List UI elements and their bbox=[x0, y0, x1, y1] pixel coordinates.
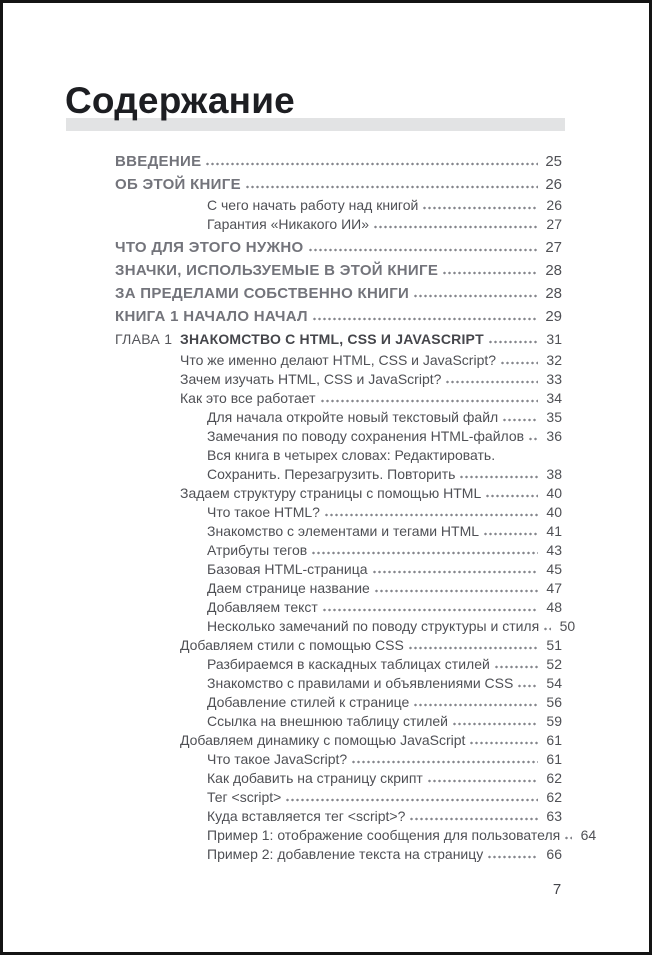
toc-entry-label: Что же именно делают HTML, CSS и JavaScript? bbox=[180, 352, 497, 368]
toc-entry bbox=[115, 175, 562, 194]
toc-entry-page: 26 bbox=[546, 197, 562, 213]
toc-entry bbox=[115, 693, 562, 712]
dot-leader bbox=[485, 494, 538, 498]
toc-entry-label: Зачем изучать HTML, CSS и JavaScript? bbox=[180, 371, 442, 387]
toc-entry-label: КНИГА 1 НАЧАЛО НАЧАЛ bbox=[115, 308, 308, 325]
dot-leader bbox=[308, 248, 538, 252]
toc-entry bbox=[115, 389, 562, 408]
toc-entry-page: 33 bbox=[546, 371, 562, 387]
dot-leader bbox=[320, 399, 538, 403]
dot-leader bbox=[502, 418, 538, 422]
toc-entry bbox=[115, 215, 562, 234]
toc-entry-label: Знакомство с элементами и тегами HTML bbox=[207, 523, 480, 539]
toc-entry bbox=[115, 484, 562, 503]
dot-leader bbox=[413, 703, 538, 707]
toc-entry bbox=[115, 636, 562, 655]
dot-leader bbox=[324, 513, 538, 517]
toc-entry bbox=[115, 541, 562, 560]
dot-leader bbox=[442, 271, 538, 275]
dot-leader bbox=[528, 437, 538, 441]
toc-entry bbox=[115, 307, 562, 326]
dot-leader bbox=[487, 855, 538, 859]
dot-leader bbox=[517, 684, 538, 688]
toc-entry bbox=[115, 152, 562, 171]
toc-entry-page: 54 bbox=[546, 675, 562, 691]
dot-leader bbox=[427, 779, 538, 783]
toc-entry-label: ВВЕДЕНИЕ bbox=[115, 153, 202, 170]
toc-entry bbox=[115, 807, 562, 826]
toc-entry-label: Как это все работает bbox=[180, 390, 316, 406]
toc-entry-page: 45 bbox=[546, 561, 562, 577]
dot-leader bbox=[422, 206, 538, 210]
toc-entry-page: 52 bbox=[546, 656, 562, 672]
toc-entry-label: Базовая HTML-страница bbox=[207, 561, 368, 577]
toc-entry bbox=[115, 196, 562, 215]
toc-list bbox=[115, 148, 597, 864]
toc-entry-page: 64 bbox=[580, 827, 597, 843]
toc-entry-label: ЗА ПРЕДЕЛАМИ СОБСТВЕННО КНИГИ bbox=[115, 285, 410, 302]
toc-entry-label: Добавляем динамику с помощью JavaScript bbox=[180, 732, 466, 748]
toc-entry-page: 41 bbox=[546, 523, 562, 539]
page-title: Содержание bbox=[65, 80, 295, 121]
toc-entry bbox=[115, 617, 576, 636]
dot-leader bbox=[351, 760, 538, 764]
dot-leader bbox=[500, 361, 538, 365]
dot-leader bbox=[374, 589, 538, 593]
dot-leader bbox=[409, 817, 538, 821]
toc-entry-label: Что такое JavaScript? bbox=[207, 751, 348, 767]
toc-entry bbox=[115, 674, 562, 693]
toc-entry-label: Вся книга в четырех словах: Редактировать. bbox=[207, 447, 496, 463]
toc-entry-page: 50 bbox=[559, 618, 576, 634]
toc-entry bbox=[115, 503, 562, 522]
dot-leader bbox=[452, 722, 538, 726]
toc-entry-label: ЧТО ДЛЯ ЭТОГО НУЖНО bbox=[115, 239, 304, 256]
dot-leader bbox=[372, 570, 538, 574]
toc-entry bbox=[115, 598, 562, 617]
dot-leader bbox=[205, 162, 538, 166]
dot-leader bbox=[564, 836, 572, 840]
toc-entry-label: Тег <script> bbox=[207, 789, 282, 805]
toc-entry bbox=[115, 284, 562, 303]
toc-entry-page: 38 bbox=[546, 466, 562, 482]
toc-entry-page: 62 bbox=[546, 770, 562, 786]
toc-entry-label: Атрибуты тегов bbox=[207, 542, 308, 558]
toc-entry bbox=[115, 845, 562, 864]
toc-entry bbox=[115, 427, 562, 446]
dot-leader bbox=[408, 646, 538, 650]
toc-entry bbox=[115, 712, 562, 731]
toc-entry-page: 32 bbox=[546, 352, 562, 368]
toc-entry bbox=[115, 579, 562, 598]
dot-leader bbox=[469, 741, 538, 745]
toc-entry-label: ЗНАКОМСТВО С HTML, CSS И JAVASCRIPT bbox=[180, 331, 484, 347]
toc-entry-label: Добавляем стили с помощью CSS bbox=[180, 637, 404, 653]
toc-entry-page: 36 bbox=[546, 428, 562, 444]
dot-leader bbox=[312, 317, 538, 321]
toc-entry-page: 56 bbox=[546, 694, 562, 710]
toc-entry-page: 66 bbox=[546, 846, 562, 862]
toc-entry-label: Разбираемся в каскадных таблицах стилей bbox=[207, 656, 490, 672]
toc-entry-page: 26 bbox=[545, 176, 562, 193]
page-number: 7 bbox=[552, 881, 562, 898]
dot-leader bbox=[459, 475, 538, 479]
chapter-prefix: ГЛАВА 1 bbox=[115, 331, 173, 347]
toc-entry-page: 28 bbox=[545, 262, 562, 279]
toc-entry-label: Что такое HTML? bbox=[207, 504, 320, 520]
toc-entry bbox=[115, 370, 562, 389]
toc-entry bbox=[115, 261, 562, 280]
toc-entry-page: 47 bbox=[546, 580, 562, 596]
toc-entry bbox=[115, 522, 562, 541]
toc-entry bbox=[115, 826, 597, 845]
dot-leader bbox=[285, 798, 538, 802]
dot-leader bbox=[445, 380, 538, 384]
toc-entry bbox=[115, 750, 562, 769]
toc-entry bbox=[115, 655, 562, 674]
toc-entry bbox=[115, 446, 562, 465]
toc-entry-label: Знакомство с правилами и объявлениями CSS bbox=[207, 675, 514, 691]
toc-entry-page: 51 bbox=[546, 637, 562, 653]
dot-leader bbox=[311, 551, 538, 555]
dot-leader bbox=[488, 340, 538, 344]
toc-entry-label: Добавление стилей к странице bbox=[207, 694, 410, 710]
dot-leader bbox=[483, 532, 538, 536]
toc-entry bbox=[115, 769, 562, 788]
toc-entry bbox=[115, 351, 562, 370]
toc-entry-page: 63 bbox=[546, 808, 562, 824]
toc-entry-page: 61 bbox=[546, 732, 562, 748]
toc-entry bbox=[115, 465, 562, 484]
toc-entry-label: Даем странице название bbox=[207, 580, 370, 596]
toc-entry-label: Добавляем текст bbox=[207, 599, 318, 615]
toc-entry-label: Сохранить. Перезагрузить. Повторить bbox=[207, 466, 456, 482]
toc-entry-page: 28 bbox=[545, 285, 562, 302]
dot-leader bbox=[322, 608, 538, 612]
toc-entry-page: 43 bbox=[546, 542, 562, 558]
toc-entry-label: ОБ ЭТОЙ КНИГЕ bbox=[115, 176, 241, 193]
toc-entry-page: 62 bbox=[546, 789, 562, 805]
toc-entry-page: 31 bbox=[546, 331, 562, 347]
toc-entry-page: 40 bbox=[546, 485, 562, 501]
toc-entry-label: Куда вставляется тег <script>? bbox=[207, 808, 406, 824]
toc-entry-label: ЗНАЧКИ, ИСПОЛЬЗУЕМЫЕ В ЭТОЙ КНИГЕ bbox=[115, 262, 439, 279]
toc-entry-page: 27 bbox=[545, 239, 562, 256]
toc-entry-label: Замечания по поводу сохранения HTML-файлов bbox=[207, 428, 525, 444]
dot-leader bbox=[245, 185, 538, 189]
toc-entry bbox=[115, 238, 562, 257]
toc-entry-label: Пример 2: добавление текста на страницу bbox=[207, 846, 484, 862]
dot-leader bbox=[494, 665, 538, 669]
toc-entry bbox=[115, 330, 562, 349]
toc-entry-page: 48 bbox=[546, 599, 562, 615]
toc-entry-page: 61 bbox=[546, 751, 562, 767]
toc-entry-page: 27 bbox=[546, 216, 562, 232]
dot-leader bbox=[413, 294, 538, 298]
toc-entry bbox=[115, 731, 562, 750]
toc-entry-page: 59 bbox=[546, 713, 562, 729]
toc-entry-label: Для начала откройте новый текстовый файл bbox=[207, 409, 499, 425]
toc-entry-label: Задаем структуру страницы с помощью HTML bbox=[180, 485, 482, 501]
dot-leader bbox=[373, 225, 538, 229]
toc-entry-page: 29 bbox=[545, 308, 562, 325]
toc-entry-label: Пример 1: отображение сообщения для пользователя bbox=[207, 827, 561, 843]
toc-entry-label: Гарантия «Никакого ИИ» bbox=[207, 216, 369, 232]
toc-entry-page: 40 bbox=[546, 504, 562, 520]
toc-entry-label: С чего начать работу над книгой bbox=[207, 197, 419, 213]
toc-entry-page: 25 bbox=[545, 153, 562, 170]
toc-entry-page: 35 bbox=[546, 409, 562, 425]
toc-entry bbox=[115, 788, 562, 807]
toc-entry-label: Несколько замечаний по поводу структуры и стиля bbox=[207, 618, 540, 634]
toc-entry bbox=[115, 408, 562, 427]
dot-leader bbox=[543, 627, 551, 631]
toc-entry-label: Ссылка на внешнюю таблицу стилей bbox=[207, 713, 449, 729]
toc-entry-label: Как добавить на страницу скрипт bbox=[207, 770, 423, 786]
toc-entry bbox=[115, 560, 562, 579]
toc-entry-page: 34 bbox=[546, 390, 562, 406]
